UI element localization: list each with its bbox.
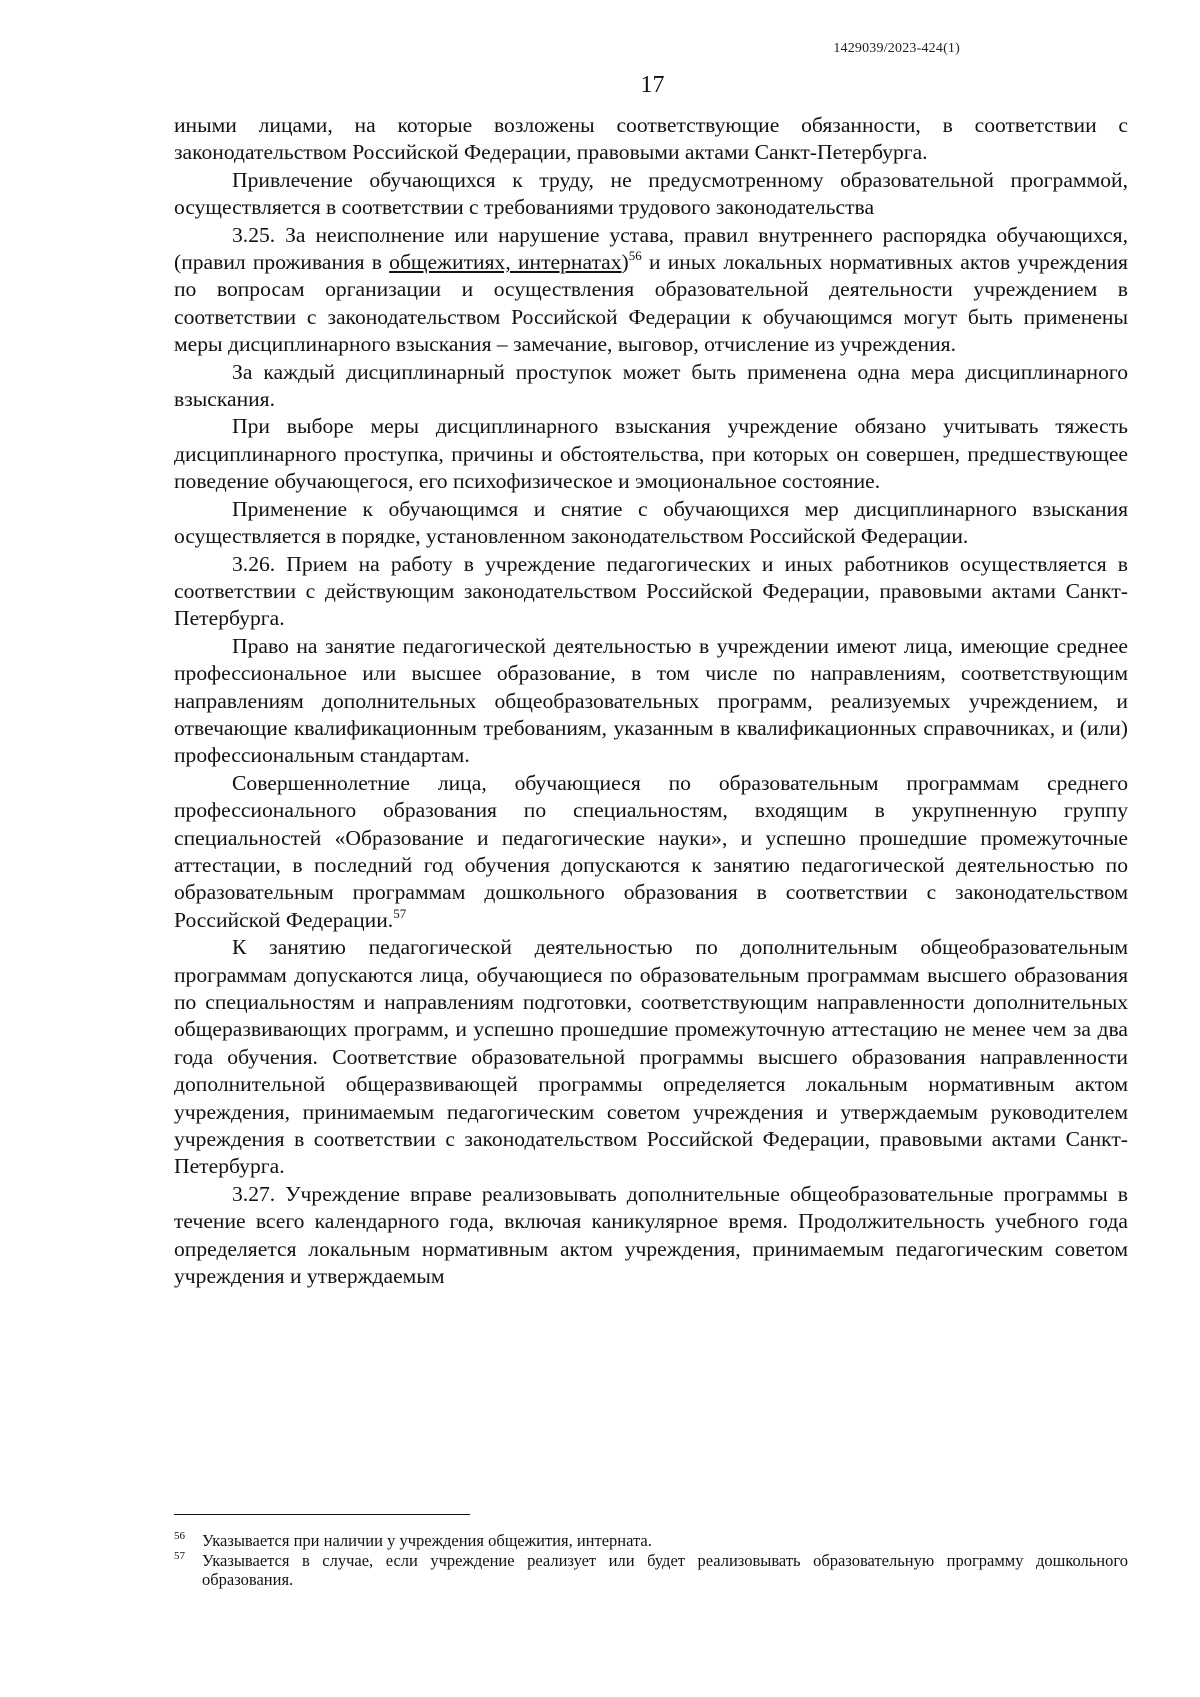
footnote-ref-57[interactable]: 57	[393, 905, 407, 921]
paragraph-labor: Привлечение обучающихся к труду, не предусмотренному образовательной программой, осуществляется в соответствии с требованиями трудового законодательства	[174, 167, 1128, 220]
paragraph-measure-choice: При выборе меры дисциплинарного взыскания учреждение обязано учитывать тяжесть дисциплинарного проступка, причины и обстоятельства, при которых он совершен, предшествующее поведение обучающегося, его психофизическое и эмоциональное состояние.	[174, 414, 1128, 494]
paragraph-3-25-text-end: и иных локальных нормативных актов учреждения по вопросам организации и осуществления образовательной деятельности учреждением в соответствии с законодательством Российской Федерации к обучающимся могут быть применены меры дисциплинарного взыскания – замечание, выговор, отчисление из учреждения.	[174, 250, 1128, 357]
footnote-text: Указывается в случае, если учреждение реализует или будет реализовывать образовательную программу дошкольного образования.	[202, 1550, 1128, 1589]
footnote-ref-56[interactable]: 56	[628, 248, 642, 264]
closing-paren: )	[621, 250, 629, 275]
document-body	[174, 112, 1128, 1290]
page-number: 17	[640, 72, 665, 98]
paragraph-3-25	[174, 222, 1128, 359]
document-number: 1429039/2023-424(1)	[833, 41, 960, 56]
paragraph-one-measure: За каждый дисциплинарный проступок может быть применена одна мера дисциплинарного взыскания.	[174, 359, 1128, 412]
footnote-mark: 57	[174, 1549, 185, 1562]
footnote-separator	[174, 1514, 470, 1515]
paragraph-3-27: 3.27. Учреждение вправе реализовывать дополнительные общеобразовательные программы в течение всего календарного года, включая каникулярное время. Продолжительность учебного года определяется локальным нормативным актом учреждения, принимаемым педагогическим советом учреждения и утверждаемым	[174, 1181, 1128, 1289]
paragraph-3-26: 3.26. Прием на работу в учреждение педагогических и иных работников осуществляется в соответствии с действующим законодательством Российской Федерации, правовыми актами Санкт-Петербурга.	[174, 551, 1128, 631]
paragraph-right-to-teach: Право на занятие педагогической деятельностью в учреждении имеют лица, имеющие среднее профессиональное или высшее образование, в том числе по направлениям, соответствующим направлениям дополнительных общеобразовательных программ, реализуемых учреждением, и отвечающие квалификационным требованиям, указанным в квалификационных справочниках, и (или) профессиональным стандартам.	[174, 633, 1128, 768]
paragraph-application: Применение к обучающимся и снятие с обучающихся мер дисциплинарного взыскания осуществляется в порядке, установленном законодательством Российской Федерации.	[174, 496, 1128, 549]
underlined-dormitories: общежитиях, интернатах	[389, 250, 622, 275]
footnotes	[174, 1531, 1128, 1590]
paragraph-adult-students-text: Совершеннолетние лица, обучающиеся по образовательным программам среднего профессионального образования по специальностям, входящим в укрупненную группу специальностей «Образование и педагогические науки», и успешно прошедшие промежуточные аттестации, в последний год обучения допускаются к занятию педагогической деятельностью по образовательным программам дошкольного образования в соответствии с законодательством Российской Федерации.	[174, 770, 1128, 932]
paragraph-adult-students	[174, 770, 1128, 934]
paragraph-continuation: иными лицами, на которые возложены соответствующие обязанности, в соответствии с законодательством Российской Федерации, правовыми актами Санкт-Петербурга.	[174, 113, 1128, 165]
footnote-text: Указывается при наличии у учреждения общежития, интерната.	[202, 1531, 652, 1550]
footnote-mark: 56	[174, 1530, 185, 1542]
paragraph-3-25-text-start: 3.25. За неисполнение или нарушение устава, правил внутреннего распорядка обучающихся, (правил проживания в	[174, 222, 1128, 275]
paragraph-higher-ed-students: К занятию педагогической деятельностью по дополнительным общеобразовательным программам допускаются лица, обучающиеся по образовательным программам высшего образования по специальностям и направлениям подготовки, соответствующим направленности дополнительных общеразвивающих программ, и успешно прошедшие промежуточную аттестацию не менее чем за два года обучения. Соответствие образовательной программы высшего образования направленности дополнительной общеразвивающей программы определяется локальным нормативным актом учреждения, принимаемым педагогическим советом учреждения и утверждаемым руководителем учреждения в соответствии с законодательством Российской Федерации, правовыми актами Санкт-Петербурга.	[174, 935, 1128, 1179]
footnote-57	[174, 1551, 1128, 1590]
footnote-56	[174, 1531, 1128, 1551]
